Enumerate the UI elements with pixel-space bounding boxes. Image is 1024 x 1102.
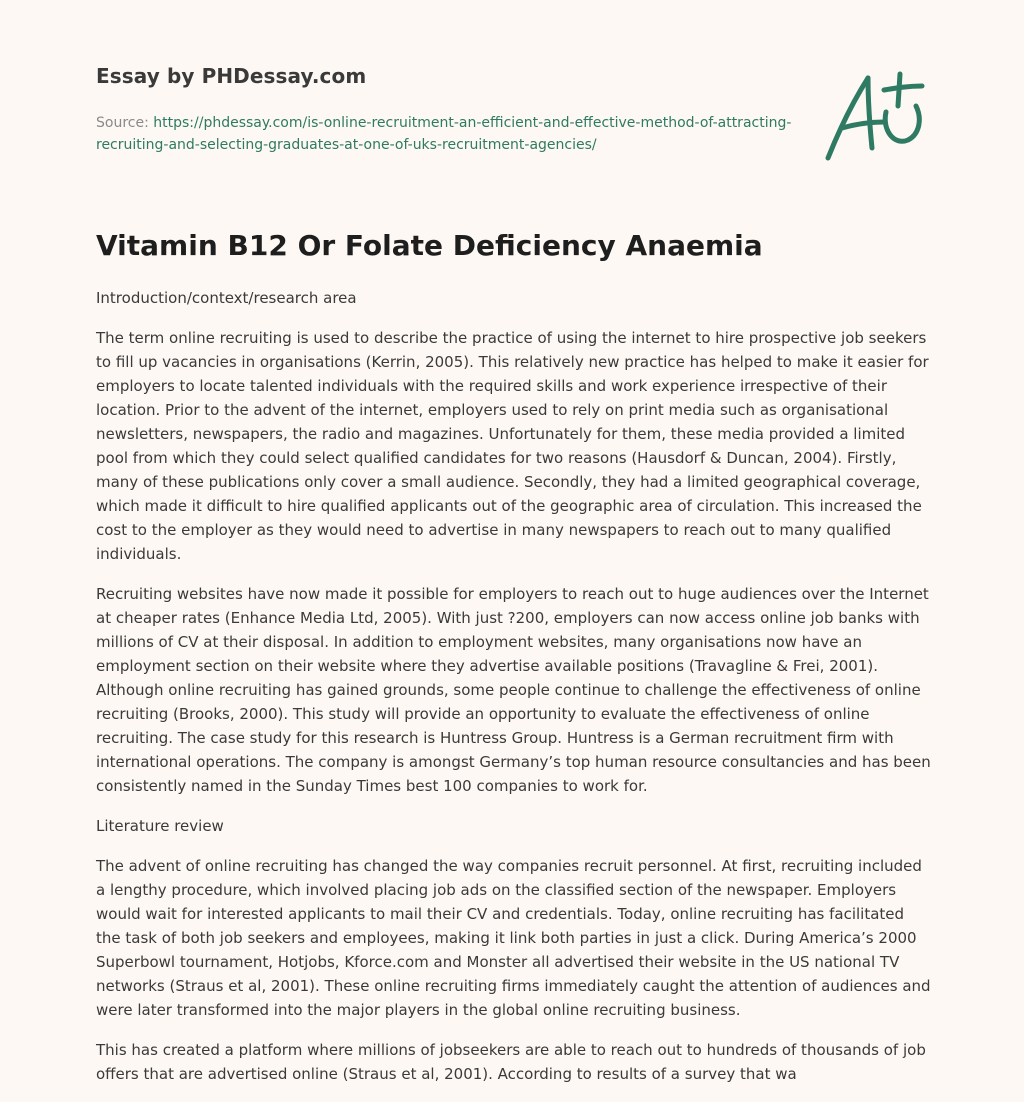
page-header <box>96 0 928 200</box>
paragraph: Recruiting websites have now made it possible for employers to reach out to huge audiences over the Internet at cheaper rates (Enhance Media Ltd, 2005). With just ?200, employers can now access online job banks with millions of CV at their disposal. In addition to employment websites, many organisations now have an employment section on their website where they advertise available positions (Travagline & Frei, 2001). Although online recruiting has gained grounds, some people continue to challenge the effectiveness of online recruiting (Brooks, 2000). This study will provide an opportunity to evaluate the effectiveness of online recruiting. The case study for this research is Huntress Group. Huntress is a German recruitment firm with international operations. The company is amongst Germany’s top human resource consultancies and has been consistently named in the Sunday Times best 100 companies to work for. <box>96 585 931 795</box>
paragraph: The advent of online recruiting has changed the way companies recruit personnel. At first, recruiting included a lengthy procedure, which involved placing job ads on the classified section of the newspaper. Employers would wait for interested applicants to mail their CV and credentials. Today, online recruiting has facilitated the task of both job seekers and employees, making it link both parties in just a click. During America’s 2000 Superbowl tournament, Hotjobs, Kforce.com and Monster all advertised their website in the US national TV networks (Straus et al, 2001). These online recruiting firms immediately caught the attention of audiences and were later transformed into the major players in the global online recruiting business. <box>96 857 931 1019</box>
source-link[interactable]: https://phdessay.com/is-online-recruitment-an-efficient-and-effective-method-of-attracting-recruiting-and-selecting-graduates-at-one-of-uks-recruitment-agencies/ <box>96 115 792 153</box>
section-heading-literature-review: Literature review <box>96 817 224 835</box>
article-title: Vitamin B12 Or Folate Deficiency Anaemia <box>96 229 763 262</box>
source-label: Source: <box>96 115 154 131</box>
source-line <box>96 112 796 156</box>
site-brand: Essay by PHDessay.com <box>96 64 367 88</box>
paragraph: The term online recruiting is used to describe the practice of using the internet to hire prospective job seekers to fill up vacancies in organisations (Kerrin, 2005). This relatively new practice has helped to make it easier for employers to locate talented individuals with the required skills and work experience irrespective of their location. Prior to the advent of the internet, employers used to rely on print media such as organisational newsletters, newspapers, the radio and magazines. Unfortunately for them, these media provided a limited pool from which they could select qualified candidates for two reasons (Hausdorf & Duncan, 2004). Firstly, many of these publications only cover a small audience. Secondly, they had a limited geographical coverage, which made it difficult to hire qualified applicants out of the geographic area of circulation. This increased the cost to the employer as they would need to advertise in many newspapers to reach out to many qualified individuals. <box>96 329 929 563</box>
a-plus-grade-icon <box>824 66 928 166</box>
section-heading-introduction: Introduction/context/research area <box>96 289 357 307</box>
paragraph: This has created a platform where millions of jobseekers are able to reach out to hundreds of thousands of job offers that are advertised online (Straus et al, 2001). According to results of a survey that wa <box>96 1041 926 1083</box>
article-body <box>96 286 932 1102</box>
a-plus-logo-graphic <box>824 66 928 166</box>
